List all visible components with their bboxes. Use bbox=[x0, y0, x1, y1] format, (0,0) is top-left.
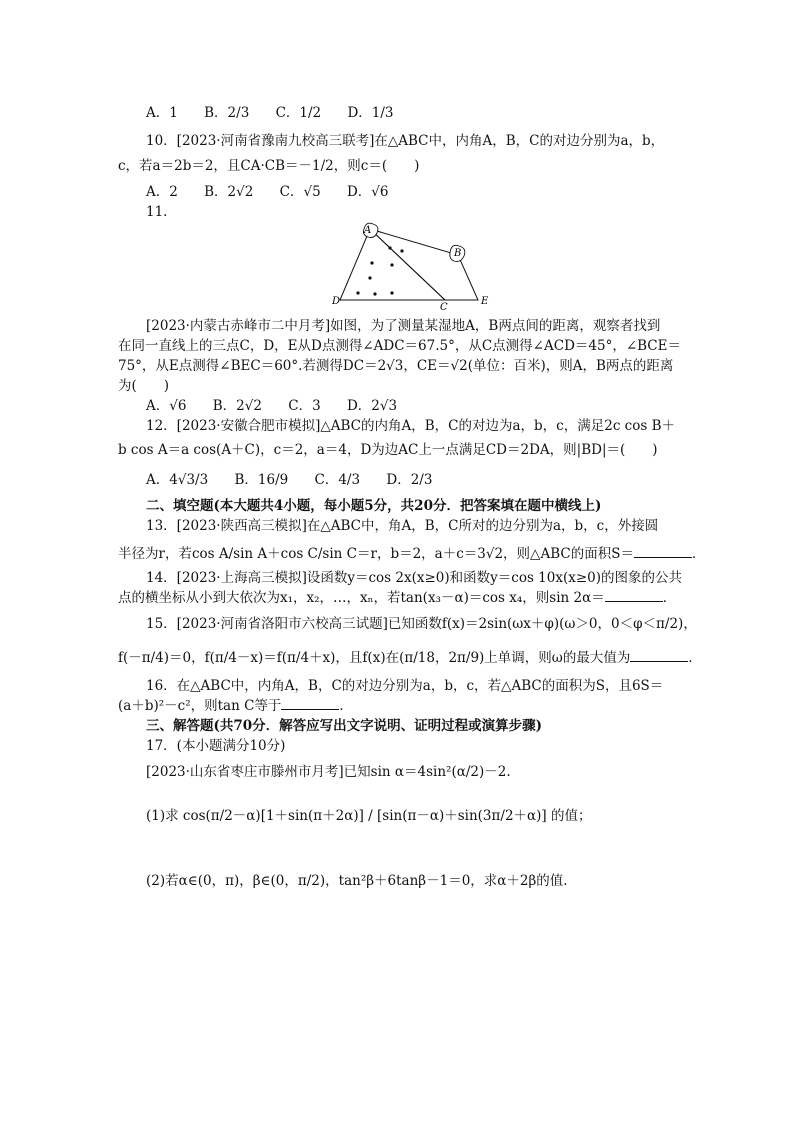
q13-line2-text: 半径为r，若cos A/sin A＋cos C/sin C＝r，b＝2，a＋c＝3√2，则△ABC的面积S＝ bbox=[118, 546, 634, 562]
label-c: C bbox=[440, 302, 448, 310]
q9-option-a: A．1 bbox=[146, 105, 178, 121]
q9-options bbox=[146, 103, 416, 123]
q14-line1: 14．[2023·上海高三模拟]设函数y＝cos 2x(x≥0)和函数y＝cos 10x(x≥0)的图象的公共 bbox=[146, 570, 683, 586]
label-d: D bbox=[332, 296, 341, 307]
q16-tail: ． bbox=[339, 698, 353, 714]
q10-option-d: D．√6 bbox=[346, 184, 389, 200]
q11-wetland-figure bbox=[330, 215, 500, 310]
q9-option-d: D．1/3 bbox=[347, 105, 394, 121]
q11-option-c: C．3 bbox=[288, 398, 321, 414]
q16-line1: 16．在△ABC中，内角A，B，C的对边分别为a，b，c，若△ABC的面积为S，且6S＝ bbox=[146, 678, 664, 694]
q11-option-a: A．√6 bbox=[146, 398, 187, 414]
q10-option-b: B．2√2 bbox=[204, 184, 254, 200]
q17-part1: (1)求 cos(π/2－α)[1＋sin(π＋2α)] / [sin(π－α)＋sin(3π/2＋α)] 的值； bbox=[146, 808, 592, 824]
q14-answer-blank[interactable] bbox=[605, 589, 663, 602]
q11-option-b: B．2√2 bbox=[212, 398, 262, 414]
q16-answer-blank[interactable] bbox=[281, 697, 339, 710]
q15-line1: 15．[2023·河南省洛阳市六校高三试题]已知函数f(x)＝2sin(ωx＋φ)(ω＞0，0＜φ＜π/2)， bbox=[146, 616, 697, 632]
q12-line2: b cos A＝a cos(A＋C)，c＝2，a＝4，D为边AC上一点满足CD＝2DA，则|BD|＝( ) bbox=[118, 442, 658, 458]
q12-option-c: C．4/3 bbox=[314, 472, 361, 488]
q12-option-d: D．2/3 bbox=[386, 472, 433, 488]
q12-option-a: A．4√3/3 bbox=[146, 472, 209, 488]
q10-options bbox=[146, 182, 410, 202]
q11-options bbox=[146, 396, 419, 416]
q9-option-b: B．2/3 bbox=[204, 105, 250, 121]
q12-line1: 12．[2023·安徽合肥市模拟]△ABC的内角A，B，C的对边为a，b，c，满足2c cos B＋ bbox=[146, 418, 676, 434]
q14-line2 bbox=[118, 588, 676, 608]
q16-line2 bbox=[118, 696, 353, 716]
q17-header: 17．(本小题满分10分) bbox=[146, 738, 286, 754]
q15-line2 bbox=[118, 648, 702, 668]
q10-line2: c，若a＝2b＝2，且CA·CB＝－1/2，则c＝( ) bbox=[118, 158, 420, 174]
q15-tail: ． bbox=[688, 650, 702, 666]
q13-line1: 13．[2023·陕西高三模拟]在△ABC中，角A，B，C所对的边分别为a，b，c，外接圆 bbox=[146, 518, 659, 534]
q10-line1: 10．[2023·河南省豫南九校高三联考]在△ABC中，内角A，B，C的对边分别为a，b， bbox=[146, 133, 665, 149]
q9-option-c: C．1/2 bbox=[275, 105, 322, 121]
q11-line2: 在同一直线上的三点C，D，E从D点测得∠ADC＝67.5°，从C点测得∠ACD＝45°，∠BCE＝ bbox=[118, 338, 681, 354]
q12-option-b: B．16/9 bbox=[234, 472, 289, 488]
q14-line2-text: 点的横坐标从小到大依次为x₁，x₂，…，xₙ，若tan(x₃－α)＝cos x₄，则sin 2α＝ bbox=[118, 590, 605, 606]
q15-answer-blank[interactable] bbox=[630, 649, 688, 662]
q11-option-d: D．2√3 bbox=[346, 398, 398, 414]
q15-line2-text: f(－π/4)＝0，f(π/4－x)＝f(π/4＋x)，且f(x)在(π/18，2π/9)上单调，则ω的最大值为 bbox=[118, 650, 631, 666]
section-3-heading: 三、解答题(共70分．解答应写出文字说明、证明过程或演算步骤) bbox=[146, 718, 543, 734]
q17-part2: (2)若α∈(0，π)，β∈(0，π/2)，tan²β＋6tanβ－1＝0，求α＋2β的值. bbox=[146, 873, 568, 889]
q11-line3: 75°，从E点测得∠BEC＝60°.若测得DC＝2√3，CE＝√2(单位：百米)，则A，B两点的距离 bbox=[118, 358, 674, 374]
q13-tail: ． bbox=[691, 546, 706, 562]
q12-options bbox=[146, 470, 454, 490]
q11-line1: [2023·内蒙古赤峰市二中月考]如图，为了测量某湿地A，B两点间的距离，观察者找到 bbox=[146, 318, 661, 334]
label-b: B bbox=[454, 248, 462, 259]
q13-answer-blank[interactable] bbox=[634, 545, 692, 558]
section-2-heading: 二、填空题(本大题共4小题，每小题5分，共20分．把答案填在题中横线上) bbox=[146, 498, 602, 514]
q11-line4: 为( ) bbox=[118, 378, 170, 394]
q10-option-a: A．2 bbox=[146, 184, 178, 200]
label-a: A bbox=[364, 225, 372, 236]
q11-number: 11. bbox=[146, 204, 168, 220]
q14-tail: ． bbox=[662, 590, 677, 606]
label-e: E bbox=[481, 296, 489, 307]
q13-line2 bbox=[118, 544, 705, 564]
q17-stem: [2023·山东省枣庄市滕州市月考]已知sin α＝4sin²(α/2)－2. bbox=[146, 764, 511, 780]
q16-line2-text: (a＋b)²－c²，则tan C等于 bbox=[118, 698, 282, 714]
q10-option-c: C．√5 bbox=[279, 184, 321, 200]
